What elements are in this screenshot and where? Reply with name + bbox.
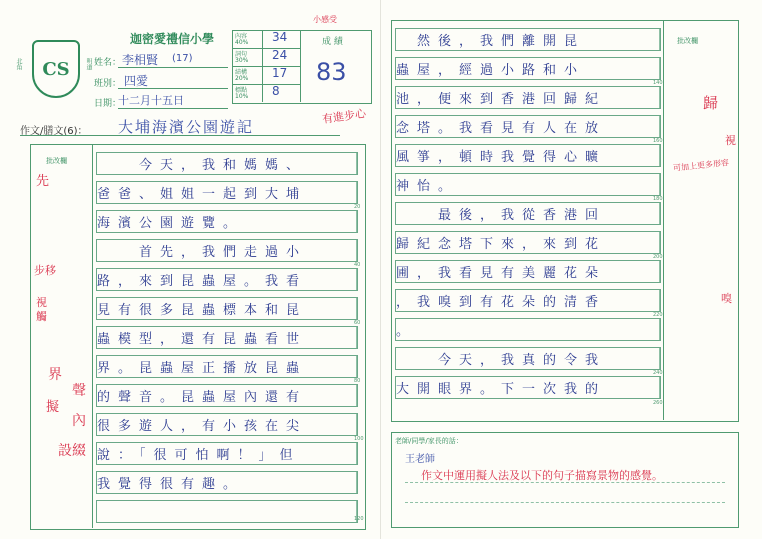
comment-line (405, 482, 725, 483)
grid-cell-row: 說：「很可怕啊！」但 (97, 443, 357, 464)
grid-cell-row: 蟲模型，還有昆蟲看世 (97, 327, 357, 348)
score-label: 內容 (235, 33, 248, 40)
grid-row (96, 297, 358, 320)
score-pct: 40% (235, 39, 249, 46)
margin-note: 擬 (46, 400, 60, 415)
grid-row (395, 347, 661, 370)
grade-label: 成 績 (322, 37, 343, 47)
margin-note: 內 (72, 413, 86, 429)
grid-cell-row: 歸紀念塔下來，來到花 (396, 232, 660, 253)
page-fold (380, 0, 381, 539)
score-row-structure (232, 66, 300, 85)
grid-row (96, 384, 358, 407)
row-number: 160 (653, 138, 663, 144)
margin-note: 綴 (72, 443, 86, 459)
grade-total: 83 (316, 58, 347, 86)
grid-cell-row: 然後，我們離開昆 (396, 29, 660, 50)
grid-row (395, 318, 661, 341)
date-value: 十二月十五日 (118, 94, 184, 107)
name-label: 姓名： (94, 58, 122, 68)
grid-cell-row: 今天，我和媽媽、 (97, 153, 357, 174)
grid-row (96, 355, 358, 378)
class-value: 四愛 (124, 74, 149, 88)
row-number: 220 (653, 312, 663, 318)
row-number: 260 (653, 400, 663, 406)
margin-note: 觸 (36, 310, 47, 323)
right-margin-header: 批改欄 (677, 37, 698, 45)
grid-row (96, 210, 358, 233)
left-margin-divider (92, 144, 93, 528)
class-underline (118, 88, 228, 89)
margin-note: 聲 (72, 383, 86, 399)
row-number: 140 (653, 80, 663, 86)
grid-cell-row: 風箏，頓時我覺得心曠 (396, 145, 660, 166)
score-value: 24 (272, 48, 288, 62)
grid-cell-row: 圃，我看見有美麗花朵 (396, 261, 660, 282)
row-number: 80 (354, 378, 361, 384)
grid-cell-row: 大開眼界。下一次我的 (396, 377, 660, 398)
grid-cell-row: ，我嗅到有花朵的清香 (396, 290, 660, 311)
score-pct: 20% (235, 75, 249, 82)
grid-row (96, 413, 358, 436)
score-value: 8 (272, 84, 280, 98)
comment-text: 作文中運用擬人法及以下的句子描寫景物的感覺。 (421, 469, 663, 482)
score-pct: 30% (235, 57, 249, 64)
grid-row (395, 86, 661, 109)
grid-row (395, 173, 661, 196)
grid-row (395, 28, 661, 51)
title-label: 作文/膳文(6)： (20, 126, 88, 137)
margin-note: 歸 (703, 94, 719, 112)
left-page (0, 0, 380, 539)
grid-row (395, 115, 661, 138)
name-value: 李相賢 (122, 53, 159, 67)
grid-cell-row: 。 (396, 319, 660, 340)
row-number: 60 (354, 320, 361, 326)
school-name: 迦密愛禮信小學 (130, 32, 215, 46)
grid-row (395, 289, 661, 312)
grid-cell-row: 爸爸、姐姐一起到大埔 (97, 182, 357, 203)
comment-line (405, 502, 725, 503)
logo-letters: CS (42, 58, 70, 80)
logo-side-right: 明道 (85, 58, 92, 70)
row-number: 180 (653, 196, 663, 202)
grid-row (395, 144, 661, 167)
student-number: (17) (172, 53, 193, 64)
grid-cell-row: 神怡。 (396, 174, 660, 195)
grid-row (96, 326, 358, 349)
row-number: 240 (653, 370, 663, 376)
grid-cell-row: 很多遊人，有小孩在尖 (97, 414, 357, 435)
margin-note: 視 (36, 296, 47, 309)
grid-cell-row: 今天，我真的令我 (396, 348, 660, 369)
school-logo (32, 40, 80, 98)
grid-row (96, 152, 358, 175)
grid-cell-row: 首先，我們走過小 (97, 240, 357, 261)
row-number: 200 (653, 254, 663, 260)
margin-note: 步移 (34, 264, 56, 277)
right-margin-divider (663, 20, 664, 420)
grid-cell-row: 路，來到昆蟲屋。我看 (97, 269, 357, 290)
comment-label: 老師/同學/家長的話： (395, 437, 463, 445)
grid-row (395, 202, 661, 225)
grid-row (96, 471, 358, 494)
grid-cell-row: 的聲音。昆蟲屋內還有 (97, 385, 357, 406)
essay-title: 大埔海濱公園遊記 (118, 118, 255, 136)
row-number: 120 (354, 516, 364, 522)
grid-cell-row: 海濱公園遊覽。 (97, 211, 357, 232)
score-value: 34 (272, 30, 288, 44)
grid-row (96, 239, 358, 262)
row-number: 20 (354, 204, 361, 210)
logo-side-left: 北角 (15, 58, 22, 70)
top-note: 小感受 (313, 15, 337, 24)
date-underline (118, 108, 228, 109)
grid-row-empty (96, 500, 358, 523)
grid-row (96, 181, 358, 204)
comment-sign: 王老師 (405, 454, 435, 465)
margin-note: 可加上更多形容 (672, 158, 730, 173)
grid-row (96, 442, 358, 465)
grid-cell-row: 見有很多昆蟲標本和昆 (97, 298, 357, 319)
score-label: 結構 (235, 69, 248, 76)
date-label: 日期： (94, 99, 122, 109)
row-number: 40 (354, 262, 361, 268)
title-underline (20, 135, 340, 136)
score-row-punctuation (232, 84, 300, 102)
grid-cell-row: 我覺得很有趣。 (97, 472, 357, 493)
score-value: 17 (272, 66, 288, 80)
grid-cell-row (97, 501, 357, 522)
grid-cell-row: 最後，我從香港回 (396, 203, 660, 224)
margin-note: 界 (48, 367, 62, 383)
grid-row (395, 376, 661, 399)
class-label: 班別： (94, 79, 122, 89)
margin-note: 先 (36, 174, 50, 189)
margin-note: 視 (725, 134, 736, 147)
grid-row (96, 268, 358, 291)
score-table-divider (300, 30, 301, 102)
left-margin-header: 批改欄 (46, 157, 67, 165)
score-row-content (232, 30, 300, 49)
margin-note: 設 (58, 443, 72, 459)
margin-note: 嗅 (721, 292, 732, 305)
score-side-note: 有進步心 (321, 106, 367, 126)
grid-row (395, 260, 661, 283)
score-label: 標點 (235, 87, 248, 94)
row-number: 100 (354, 436, 364, 442)
grid-row (395, 231, 661, 254)
score-label: 詞句 (235, 51, 248, 58)
grid-cell-row: 蟲屋，經過小路和小 (396, 58, 660, 79)
grid-row (395, 57, 661, 80)
grid-cell-row: 念塔。我看見有人在放 (396, 116, 660, 137)
name-underline (118, 67, 228, 68)
score-pct: 10% (235, 93, 249, 100)
score-row-wording (232, 48, 300, 67)
grid-cell-row: 池，便來到香港回歸紀 (396, 87, 660, 108)
grid-cell-row: 界。昆蟲屋正播放昆蟲 (97, 356, 357, 377)
